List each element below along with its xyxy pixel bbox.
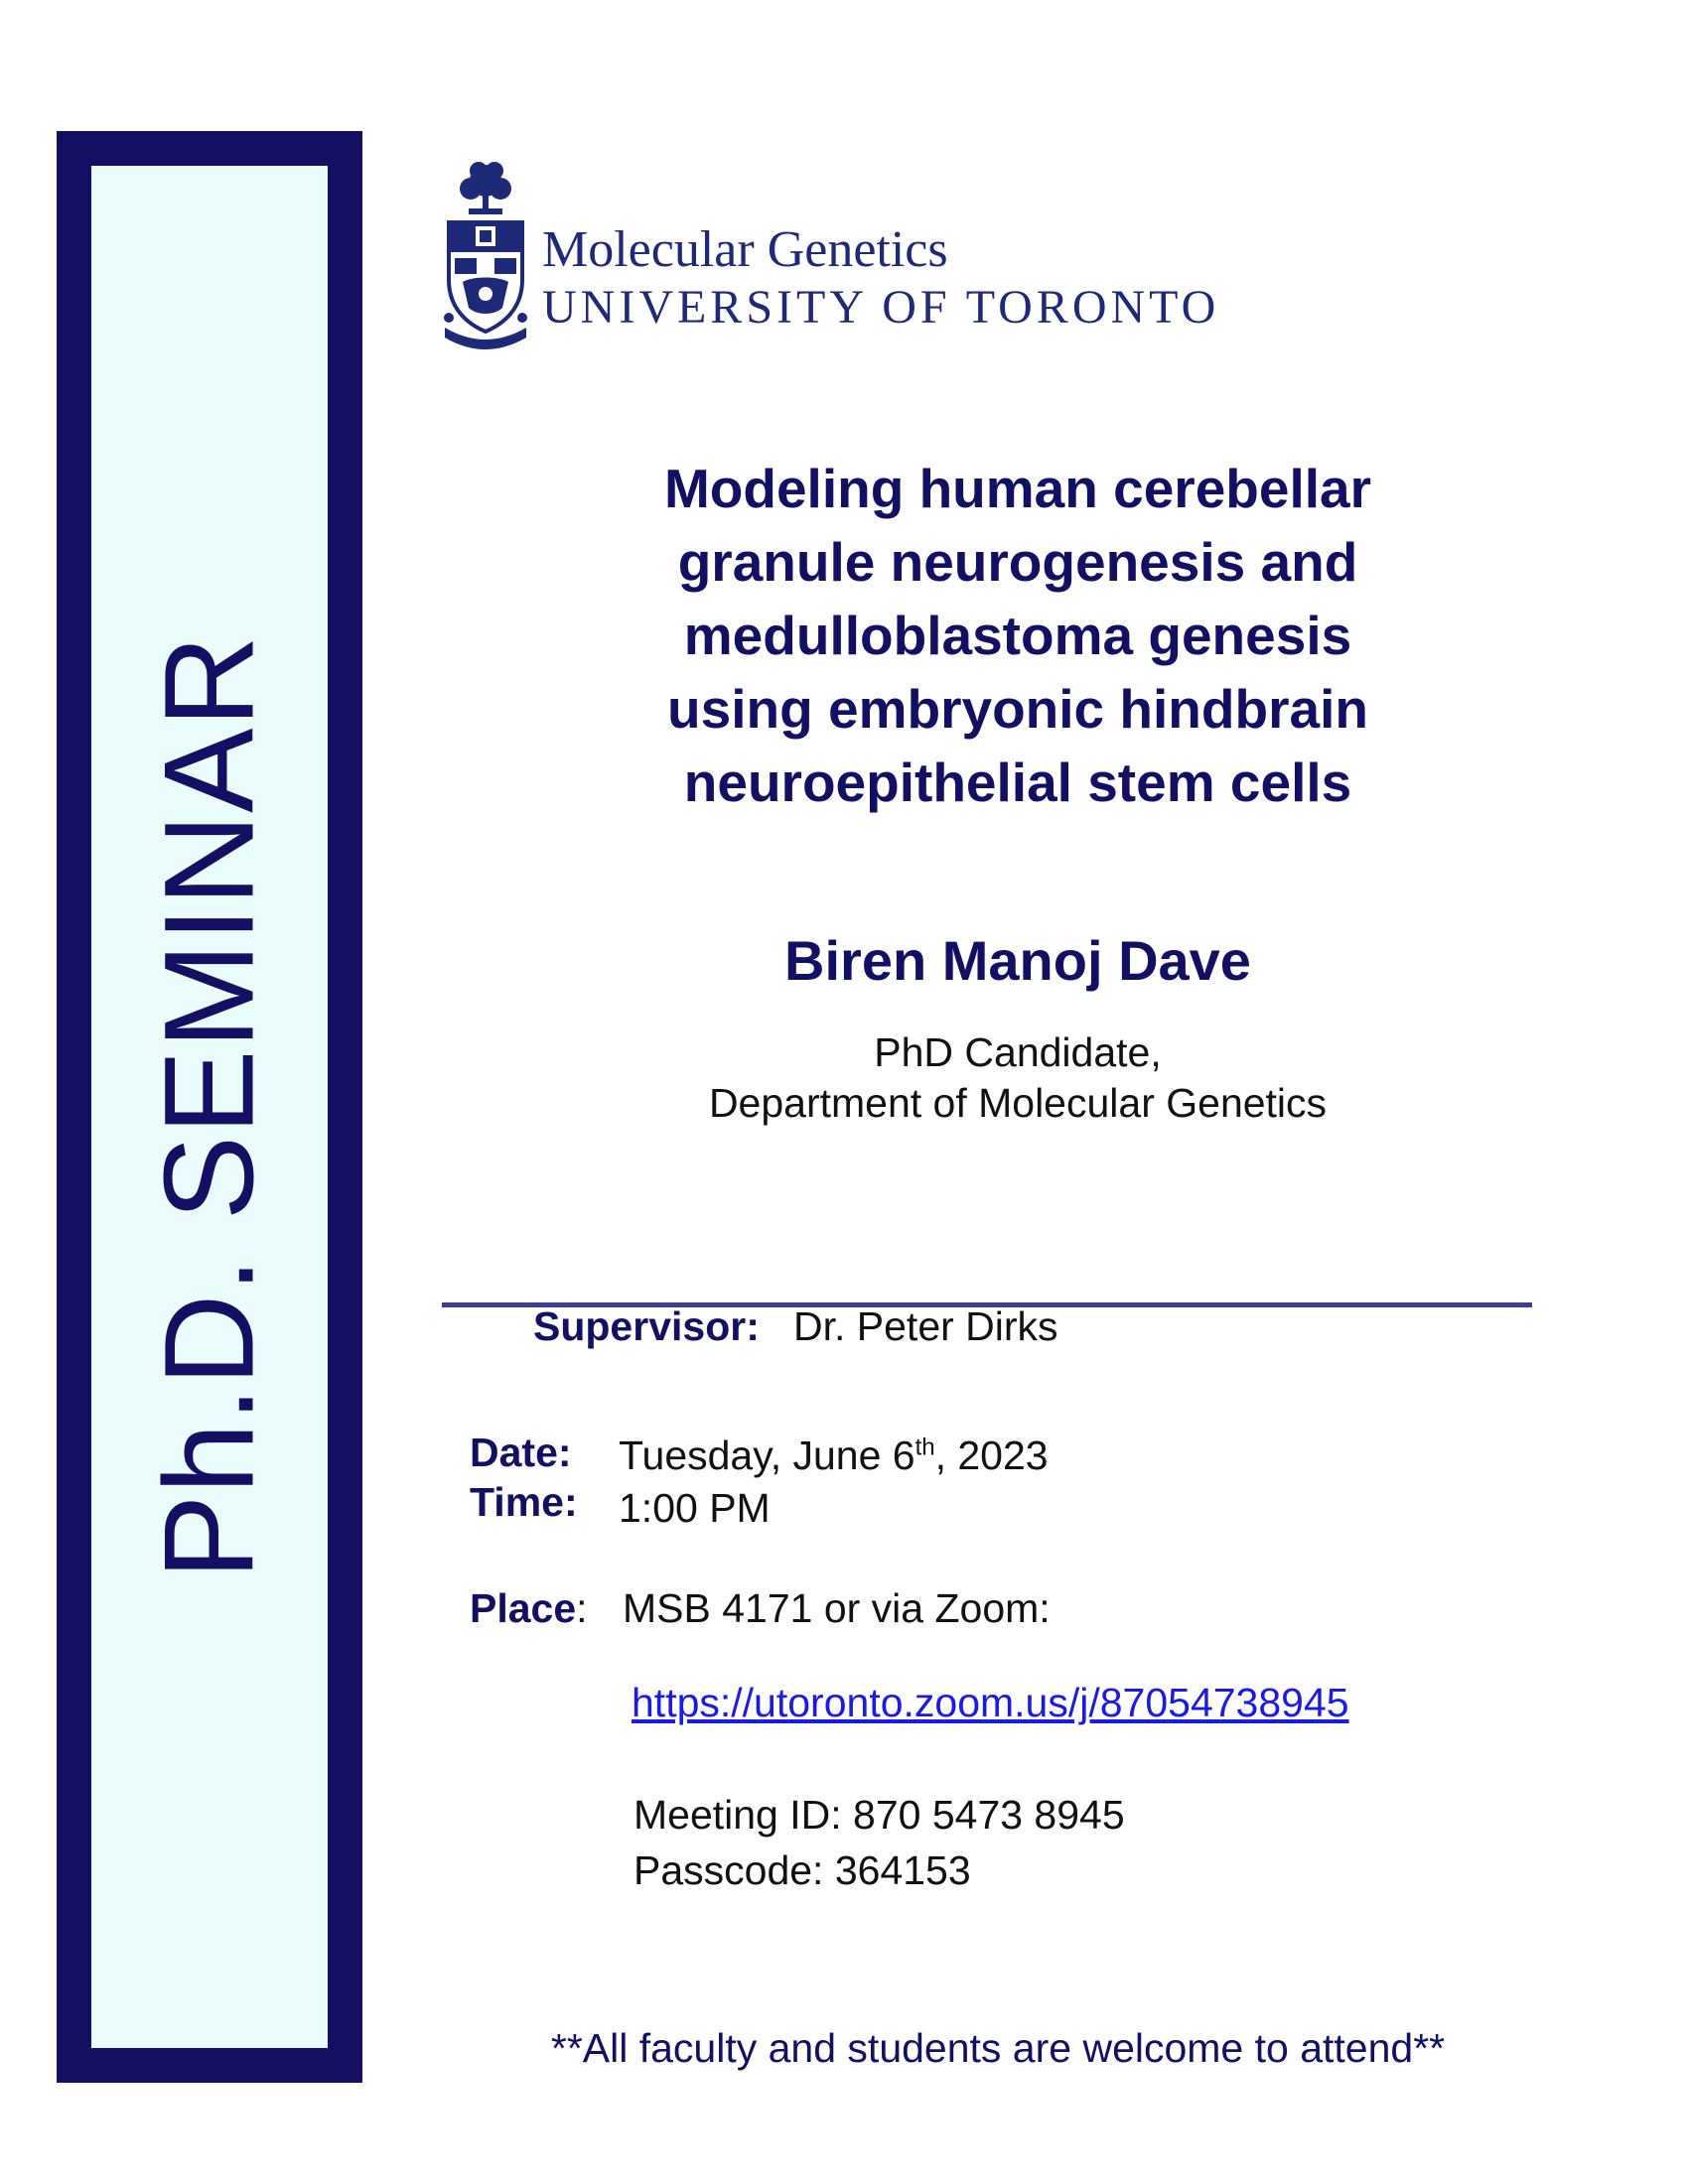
title-line: granule neurogenesis and: [677, 531, 1358, 593]
date-year: , 2023: [934, 1433, 1049, 1478]
department-name: Molecular Genetics: [542, 221, 948, 278]
sidebar-frame: [57, 131, 362, 2083]
date-ordinal: th: [914, 1433, 935, 1461]
date-text: Tuesday, June 6: [619, 1433, 915, 1478]
title-line: using embryonic hindbrain: [667, 678, 1368, 740]
place-value: MSB 4171 or via Zoom:: [623, 1585, 1051, 1631]
passcode: Passcode: 364153: [633, 1847, 971, 1893]
department-line: Department of Molecular Genetics: [708, 1080, 1328, 1126]
university-name: UNIVERSITY OF TORONTO: [542, 281, 1220, 334]
supervisor-label: Supervisor:: [533, 1303, 760, 1349]
sidebar-panel: [91, 166, 328, 2048]
role-line: PhD Candidate,: [874, 1029, 1162, 1075]
title-line: neuroepithelial stem cells: [683, 751, 1352, 813]
place-label-text: Place: [470, 1585, 577, 1631]
place-label: [470, 1585, 588, 1632]
date-value: [619, 1433, 1049, 1479]
seminar-title: [496, 452, 1539, 819]
speaker-name: Biren Manoj Dave: [784, 929, 1251, 992]
speaker-role: [496, 1027, 1539, 1129]
welcome-note: **All faculty and students are welcome to attend**: [550, 2025, 1446, 2071]
seminar-vertical-title: Ph.D. SEMINAR: [138, 634, 281, 1579]
time-label: Time:: [470, 1479, 578, 1525]
title-line: medulloblastoma genesis: [683, 605, 1352, 666]
date-label: Date:: [470, 1430, 572, 1475]
time-value: 1:00 PM: [619, 1485, 771, 1531]
supervisor-value: Dr. Peter Dirks: [793, 1303, 1058, 1349]
place-colon: :: [576, 1585, 588, 1631]
zoom-link[interactable]: https://utoronto.zoom.us/j/87054738945: [632, 1680, 1349, 1725]
university-crest-icon: [443, 159, 528, 349]
title-line: Modeling human cerebellar: [663, 458, 1372, 519]
meeting-id: Meeting ID: 870 5473 8945: [633, 1792, 1125, 1838]
